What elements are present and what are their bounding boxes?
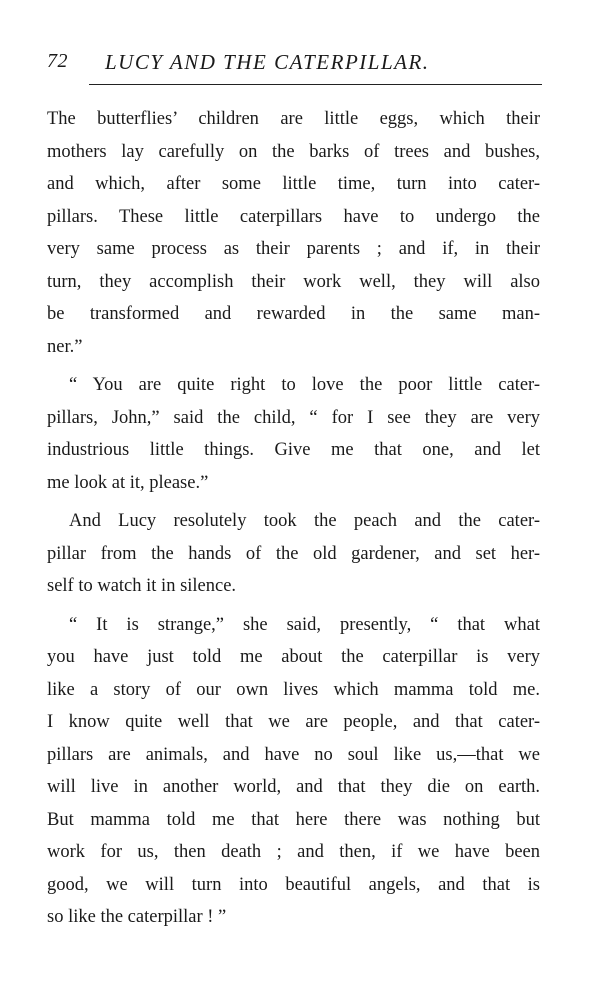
text-line: so like the caterpillar ! ”: [47, 907, 227, 927]
paragraph: [47, 369, 540, 499]
running-head: [47, 50, 540, 72]
text-line: pillars are animals, and have no soul like us,—that we: [47, 744, 540, 765]
header-rule: [89, 84, 542, 85]
paragraph: [47, 609, 540, 934]
text-line: But mamma told me that here there was nothing but: [47, 809, 540, 830]
text-line: ner.”: [47, 336, 83, 357]
text-line: “ You are quite right to love the poor little cater-: [69, 375, 540, 395]
text-line: good, we will turn into beautiful angels, and that is: [47, 874, 540, 895]
text-line: I know quite well that we are people, and that cater-: [47, 712, 540, 732]
body-text: [47, 103, 540, 934]
text-line: turn, they accomplish their work well, they will also: [47, 271, 540, 292]
page-number: 72: [47, 50, 68, 72]
text-line: be transformed and rewarded in the same man-: [47, 304, 540, 324]
text-line: me look at it, please.”: [47, 472, 209, 493]
text-line: And Lucy resolutely took the peach and the cater-: [69, 511, 540, 531]
text-line: very same process as their parents ; and if, in their: [47, 239, 540, 259]
text-line: you have just told me about the caterpillar is very: [47, 647, 540, 667]
text-line: pillars, John,” said the child, “ for I see they are very: [47, 407, 540, 428]
text-line: pillar from the hands of the old gardener, and set her-: [47, 543, 540, 564]
text-line: The butterflies’ children are little eggs, which their: [47, 109, 540, 129]
text-line: pillars. These little caterpillars have to undergo the: [47, 206, 540, 227]
text-line: and which, after some little time, turn into cater-: [47, 174, 540, 194]
text-line: mothers lay carefully on the barks of trees and bushes,: [47, 141, 540, 162]
text-line: work for us, then death ; and then, if we have been: [47, 842, 540, 862]
text-line: will live in another world, and that they die on earth.: [47, 777, 540, 797]
text-line: like a story of our own lives which mamma told me.: [47, 679, 540, 700]
paragraph: [47, 505, 540, 603]
running-title: LUCY AND THE CATERPILLAR.: [105, 50, 430, 74]
text-line: “ It is strange,” she said, presently, “ that what: [69, 614, 540, 635]
text-line: self to watch it in silence.: [47, 576, 237, 596]
paragraph: [47, 103, 540, 363]
text-line: industrious little things. Give me that one, and let: [47, 440, 540, 460]
